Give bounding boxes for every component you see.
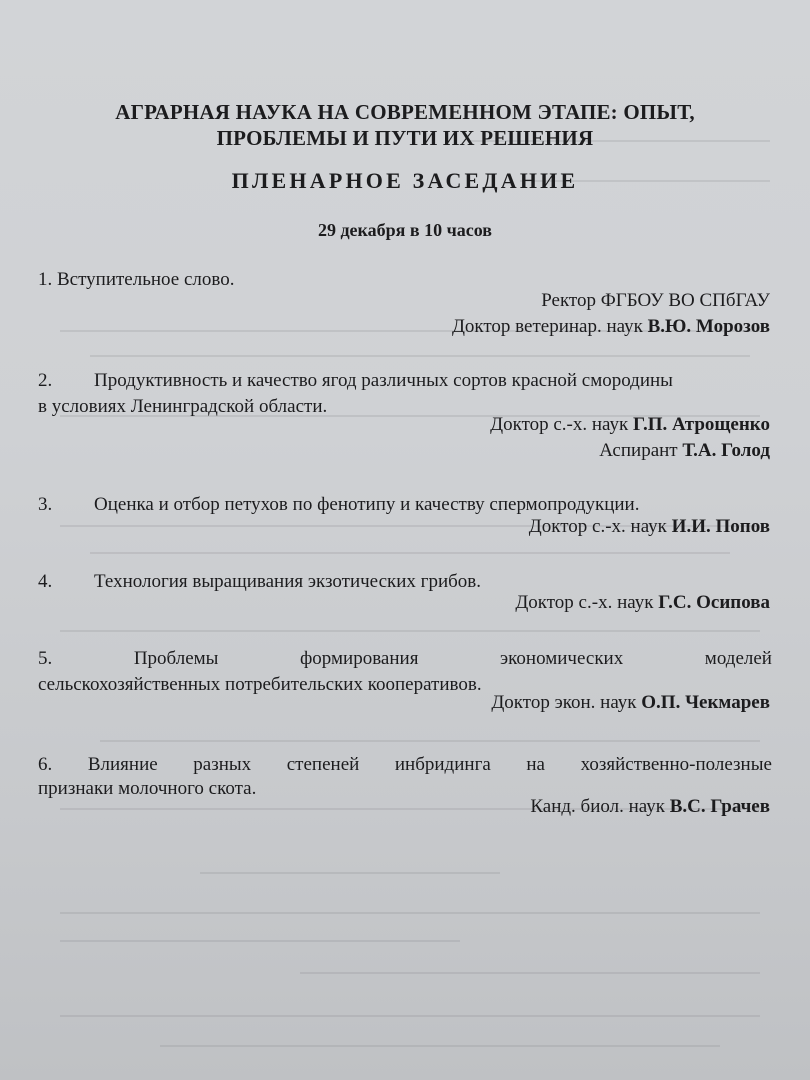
speaker-name: И.И. Попов xyxy=(671,516,770,537)
document-title-line-2: ПРОБЛЕМЫ И ПУТИ ИХ РЕШЕНИЯ xyxy=(216,126,594,150)
item-text: Оценка и отбор петухов по фенотипу и качеству спермопродукции. xyxy=(94,494,640,515)
item-word: степеней xyxy=(286,754,360,775)
item-number: 3. xyxy=(38,494,53,515)
item-word: инбридинга xyxy=(394,754,491,775)
speaker-line xyxy=(541,290,770,312)
speaker-line xyxy=(490,414,770,436)
item-word: хозяйственно-полезные xyxy=(580,754,772,775)
item-number: 5. xyxy=(38,648,53,669)
item-text: сельскохозяйственных потребительских кооперативов. xyxy=(38,674,482,695)
item-text: признаки молочного скота. xyxy=(38,778,257,799)
speaker-role: Доктор ветеринар. наук xyxy=(451,316,643,337)
speaker-name: Т.А. Голод xyxy=(682,440,770,461)
speaker-line xyxy=(491,692,770,714)
session-date: 29 декабря в 10 часов xyxy=(317,220,493,240)
speaker-name: В.С. Грачев xyxy=(669,796,770,817)
speaker-name: В.Ю. Морозов xyxy=(647,316,770,337)
speaker-line xyxy=(515,592,770,614)
item-number: 2. xyxy=(38,370,53,391)
item-number: 1. xyxy=(38,269,53,290)
document-title-line-1: АГРАРНАЯ НАУКА НА СОВРЕМЕННОМ ЭТАПЕ: ОПЫТ, xyxy=(115,100,695,124)
item-text: Технология выращивания экзотических грибов. xyxy=(94,571,482,592)
speaker-role: Канд. биол. наук xyxy=(530,796,665,817)
speaker-line xyxy=(530,796,770,818)
item-text: Продуктивность и качество ягод различных сортов красной смородины xyxy=(94,370,673,391)
item-word: моделей xyxy=(704,648,772,669)
speaker-name: Г.С. Осипова xyxy=(658,592,770,613)
speaker-role: Ректор ФГБОУ ВО СПбГАУ xyxy=(541,290,770,311)
item-word: экономических xyxy=(500,648,624,669)
speaker-line xyxy=(529,516,770,538)
item-word: разных xyxy=(193,754,252,775)
speaker-line xyxy=(599,440,770,462)
speaker-role: Доктор экон. наук xyxy=(491,692,637,713)
speaker-name: Г.П. Атрощенко xyxy=(633,414,770,435)
item-text-justified xyxy=(38,648,772,670)
speaker-role: Аспирант xyxy=(599,440,678,461)
item-text: Вступительное слово. xyxy=(57,269,235,290)
item-text-justified xyxy=(38,754,772,776)
speaker-role: Доктор с.-х. наук xyxy=(490,414,629,435)
agenda-item-1 xyxy=(38,269,234,291)
speaker-name: О.П. Чекмарев xyxy=(641,692,770,713)
item-word: на xyxy=(526,754,545,775)
item-number: 4. xyxy=(38,571,53,592)
speaker-role: Доктор с.-х. наук xyxy=(515,592,654,613)
session-title: ПЛЕНАРНОЕ ЗАСЕДАНИЕ xyxy=(231,168,579,193)
speaker-role: Доктор с.-х. наук xyxy=(528,516,667,537)
item-word: Влияние xyxy=(87,754,158,775)
item-text: в условиях Ленинградской области. xyxy=(38,396,328,417)
speaker-line xyxy=(452,316,770,338)
item-number: 6. xyxy=(38,754,53,775)
item-word: формирования xyxy=(300,648,419,669)
item-word: Проблемы xyxy=(133,648,219,669)
